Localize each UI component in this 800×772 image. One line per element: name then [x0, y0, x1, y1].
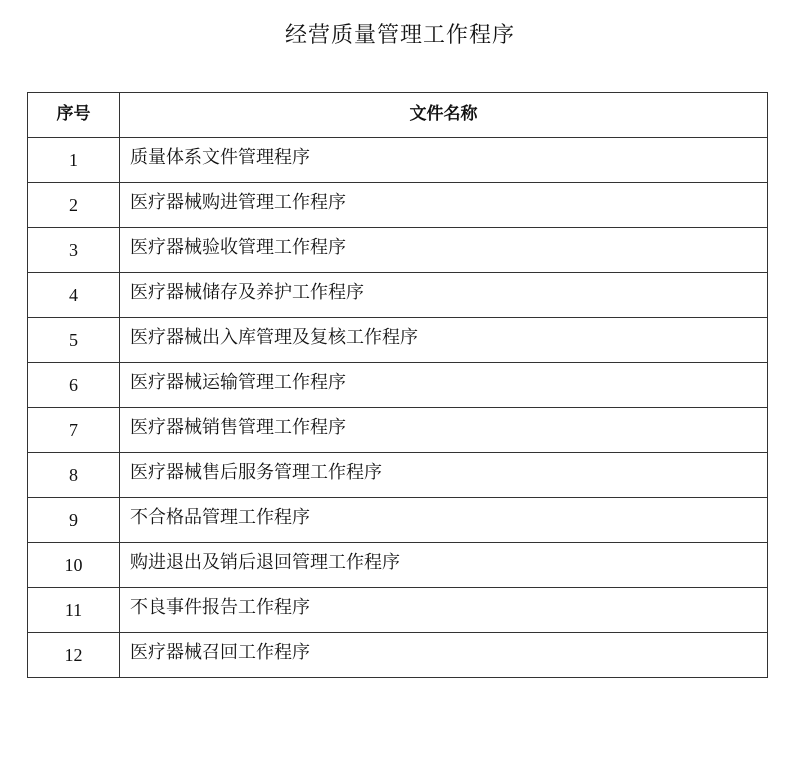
table-row [28, 543, 768, 588]
row-file-name: 医疗器械销售管理工作程序 [120, 408, 768, 453]
row-serial-number: 6 [28, 363, 120, 408]
row-file-name: 不良事件报告工作程序 [120, 588, 768, 633]
row-serial-number: 10 [28, 543, 120, 588]
table-row [28, 228, 768, 273]
row-serial-number: 11 [28, 588, 120, 633]
row-serial-number: 2 [28, 183, 120, 228]
table-row [28, 273, 768, 318]
procedure-table [27, 92, 768, 678]
table-row [28, 633, 768, 678]
header-file-name: 文件名称 [120, 93, 768, 138]
table-row [28, 363, 768, 408]
row-file-name: 医疗器械运输管理工作程序 [120, 363, 768, 408]
header-serial-number: 序号 [28, 93, 120, 138]
row-file-name: 医疗器械售后服务管理工作程序 [120, 453, 768, 498]
row-serial-number: 8 [28, 453, 120, 498]
row-file-name: 医疗器械储存及养护工作程序 [120, 273, 768, 318]
table-row [28, 453, 768, 498]
row-file-name: 质量体系文件管理程序 [120, 138, 768, 183]
table-row [28, 408, 768, 453]
table-header-row [28, 93, 768, 138]
row-serial-number: 3 [28, 228, 120, 273]
table-row [28, 138, 768, 183]
row-file-name: 医疗器械召回工作程序 [120, 633, 768, 678]
row-serial-number: 1 [28, 138, 120, 183]
row-serial-number: 5 [28, 318, 120, 363]
row-serial-number: 9 [28, 498, 120, 543]
table-row [28, 588, 768, 633]
row-file-name: 医疗器械验收管理工作程序 [120, 228, 768, 273]
row-file-name: 购进退出及销后退回管理工作程序 [120, 543, 768, 588]
row-serial-number: 12 [28, 633, 120, 678]
document-title: 经营质量管理工作程序 [284, 23, 515, 48]
table-row [28, 318, 768, 363]
table-row [28, 498, 768, 543]
row-serial-number: 7 [28, 408, 120, 453]
row-file-name: 医疗器械出入库管理及复核工作程序 [120, 318, 768, 363]
row-file-name: 医疗器械购进管理工作程序 [120, 183, 768, 228]
row-file-name: 不合格品管理工作程序 [120, 498, 768, 543]
table-row [28, 183, 768, 228]
row-serial-number: 4 [28, 273, 120, 318]
